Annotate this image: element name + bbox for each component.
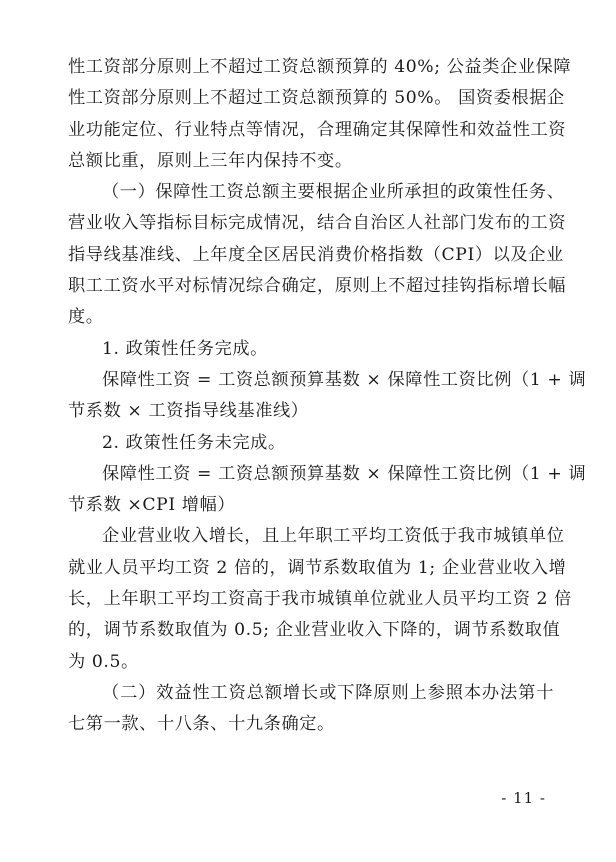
- text-line: 企业营业收入增长，且上年职工平均工资低于我市城镇单位: [102, 526, 565, 547]
- text-line: 为 0.5。: [68, 651, 139, 672]
- text-line: 性工资部分原则上不超过工资总额预算的 40%; 公益类企业保障: [68, 57, 572, 77]
- text-line: 2. 政策性任务未完成。: [102, 432, 286, 453]
- text-line: 保障性工资 = 工资总额预算基数 × 保障性工资比例（1 + 调: [102, 369, 587, 390]
- body-text: [68, 52, 587, 741]
- text-line: 度。: [68, 307, 104, 328]
- text-line: 七第一款、十八条、十九条确定。: [68, 714, 335, 735]
- text-line: 保障性工资 = 工资总额预算基数 × 保障性工资比例（1 + 调: [102, 463, 587, 484]
- text-line: （一）保障性工资总额主要根据企业所承担的政策性任务、: [102, 182, 565, 203]
- text-line: 营业收入等指标目标完成情况，结合自治区人社部门发布的工资: [68, 213, 567, 234]
- text-line: 长，上年职工平均工资高于我市城镇单位就业人员平均工资 2 倍: [68, 589, 572, 610]
- text-line: 的，调节系数取值为 0.5; 企业营业收入下降的，调节系数取值: [68, 620, 561, 641]
- text-line: 业功能定位、行业特点等情况，合理确定其保障性和效益性工资: [68, 119, 567, 140]
- text-line: 节系数 × 工资指导线基准线）: [68, 401, 309, 422]
- text-line: 指导线基准线、上年度全区居民消费价格指数（CPI）以及企业: [68, 244, 564, 265]
- text-line: 节系数 ×CPI 增幅）: [68, 495, 236, 516]
- text-line: （二）效益性工资总额增长或下降原则上参照本办法第十: [102, 682, 554, 703]
- text-line: 就业人员平均工资 2 倍的，调节系数取值为 1; 企业营业收入增: [68, 557, 567, 578]
- text-line: 总额比重，原则上三年内保持不变。: [68, 150, 353, 171]
- text-line: 1. 政策性任务完成。: [102, 338, 268, 359]
- text-line: 性工资部分原则上不超过工资总额预算的 50%。 国资委根据企: [68, 88, 565, 109]
- page-number: - 11 -: [501, 789, 546, 807]
- text-line: 职工工资水平对标情况综合确定，原则上不超过挂钩指标增长幅: [68, 276, 567, 297]
